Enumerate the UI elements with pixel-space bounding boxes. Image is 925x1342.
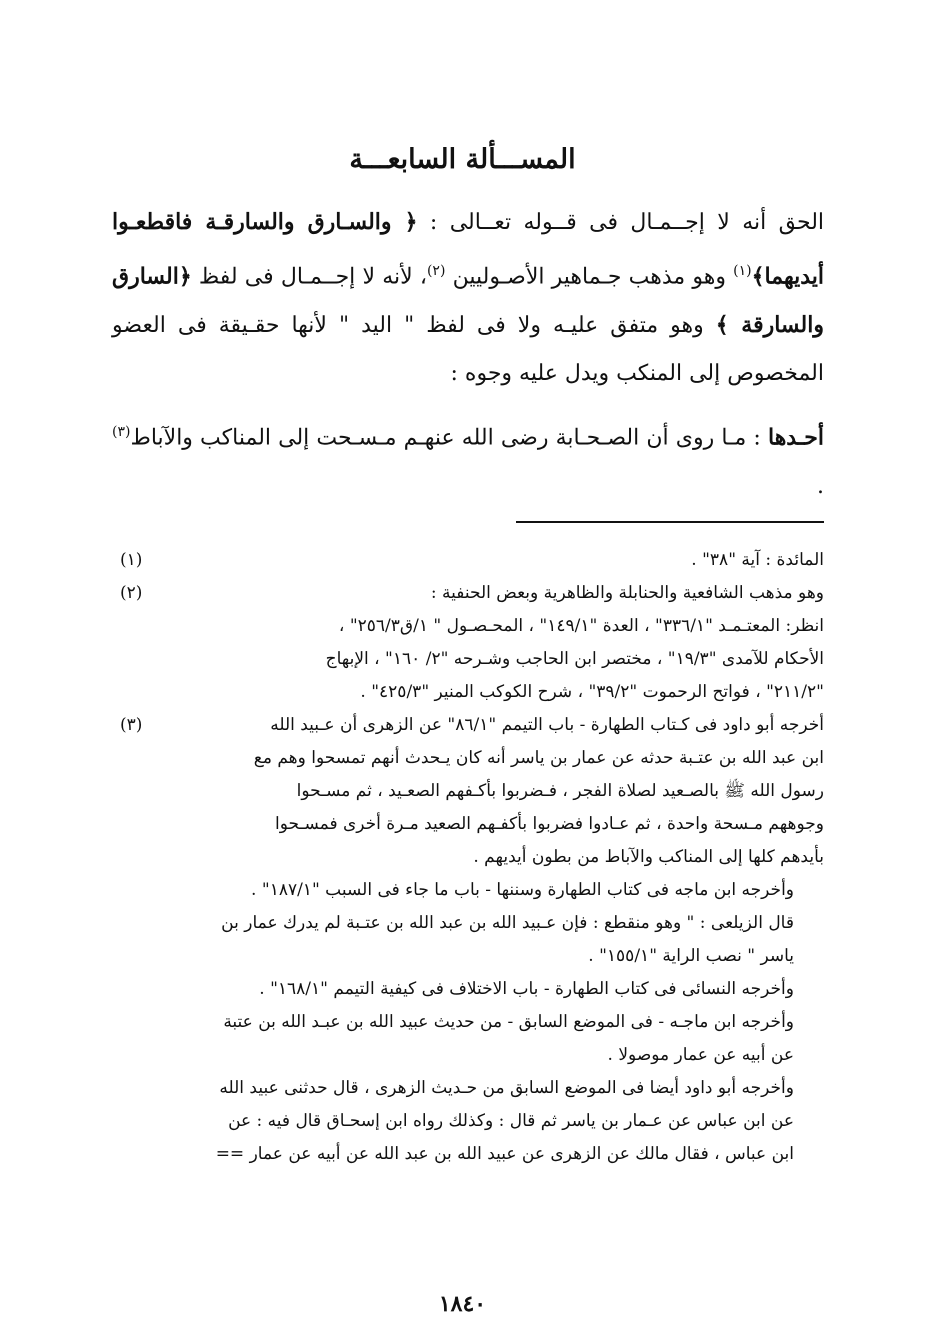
page-number: ١٨٤٠ xyxy=(438,1291,487,1317)
first-reason-end: . xyxy=(817,473,824,499)
quran-verse-2: ﴿السارق والسارقة ﴾ xyxy=(112,263,824,339)
footnote-ref-2: (٢) xyxy=(426,263,446,279)
intro-paragraph xyxy=(112,198,824,398)
footnote-2 xyxy=(112,577,824,709)
footnote-line: وهو مذهب الشافعية والحنابلة والظاهرية وبعض الحنفية : xyxy=(430,583,824,603)
footnote-ref-3: (٣) xyxy=(112,424,131,441)
first-reason-text: : مـا روى أن الصـحـابة رضى الله عنهـم مـسـحت إلى المناكب والآباط xyxy=(130,425,768,451)
footnote-line: وأخرجه النسائى فى كتاب الطهارة - باب الاختلاف فى كيفية التيمم "١٦٨/١" . xyxy=(259,979,794,999)
footnote-line: قال الزيلعى : " وهو منقطع : فإن عـبيد الله بن عبد الله بن عتـبة لم يدرك عمار بن xyxy=(221,913,794,933)
intro-text-3: ، لأنه لا إجــمـال فى لفظ xyxy=(191,264,427,290)
footnote-line: وأخرجه ابن ماجه فى كتاب الطهارة وسننها - باب ما جاء فى السبب "١٨٧/١" . xyxy=(251,880,794,900)
footnote-line: وأخرجه ابن ماجـه - فى الموضع السابق - من حديث عبيد الله بن عبـد الله بن عتبة xyxy=(223,1012,794,1032)
footnote-number: (٢) xyxy=(120,583,143,603)
footnote-3 xyxy=(112,709,824,874)
first-reason-paragraph xyxy=(112,408,824,510)
footnote-3-continuation xyxy=(112,874,824,1171)
footnote-line: رسول الله ﷺ بالصـعيد لصلاة الفجر ، فـضربوا بأكـفهم الصعـيد ، ثم مسـحوا xyxy=(296,781,824,801)
intro-text-1: الحق أنه لا إجــمـال فى قــوله تعــالى : xyxy=(417,210,825,235)
footnote-number: (٣) xyxy=(120,715,143,735)
footnote-line: ابن عباس ، فقال مالك عن الزهرى عن عبيد الله بن عبد الله عن أبيه عن عمار == xyxy=(215,1144,794,1164)
footnote-separator xyxy=(516,521,824,523)
footnote-line: المائدة : آية "٣٨" . xyxy=(691,550,824,570)
footnote-line: ياسر " نصب الراية "١٥٥/١" . xyxy=(588,946,794,966)
footnote-line: ابن عبد الله بن عتـبة حدثه عن عمار بن ياسر أنه كان يـحدث أنهم تمسحوا وهم مع xyxy=(253,748,824,768)
section-heading: المســـألة السابعـــة xyxy=(349,144,576,175)
footnote-line: انظر: المعتـمـد "٣٣٦/١" ، العدة "١٤٩/١" ، المحـصـول " ١/ق٢٥٦/٣" ، xyxy=(338,616,824,636)
footnote-line: وأخرجه أبو داود أيضا فى الموضع السابق من حـديث الزهرى ، قال حدثنى عبيد الله xyxy=(219,1078,794,1098)
footnote-1 xyxy=(112,544,824,577)
first-reason-label: أحـدها xyxy=(767,424,824,451)
main-text xyxy=(112,198,824,521)
footnote-line: بأيدهم كلها إلى المناكب والآباط من بطون أيديهم . xyxy=(473,847,824,867)
footnote-ref-1: (١) xyxy=(733,263,752,279)
footnotes xyxy=(112,544,824,1171)
intro-text-2: وهو مذهب جـماهير الأصـوليين xyxy=(445,264,734,290)
footnote-line: عن ابن عباس عن عـمار بن ياسر ثم قال : وكذلك رواه ابن إسحـاق قال فيه : عن xyxy=(228,1111,794,1131)
footnote-line: وجوههم مـسحة واحدة ، ثم عـادوا فضربوا بأكفـهم الصعيد مـرة أخرى فمسـحوا xyxy=(275,814,824,834)
footnote-line: عن أبيه عن عمار موصولا . xyxy=(607,1045,794,1065)
footnote-line: أخرجه أبو داود فى كـتاب الطهارة - باب التيمم "٨٦/١" عن الزهرى أن عـبيد الله xyxy=(270,715,824,735)
quran-verse-1: ﴿ والسـارق والسارقـة فاقطعـوا أيديهما﴾ xyxy=(112,209,824,290)
intro-text-4: وهو متفق عليـه ولا فى لفظ " اليد " لأنها حقـيقة فى العضو المخصوص إلى المنكب ويدل عليه وجوه : xyxy=(112,313,824,387)
footnote-line: الأحكام للآمدى "١٩/٣" ، مختصر ابن الحاجب وشـرحه "٢/ ١٦٠" ، الإبهاج xyxy=(325,649,824,669)
footnote-number: (١) xyxy=(120,550,143,570)
footnote-line: "٢١١/٢" ، فواتح الرحموت "٣٩/٢" ، شرح الكوكب المنير "٤٢٥/٣" . xyxy=(360,682,824,702)
